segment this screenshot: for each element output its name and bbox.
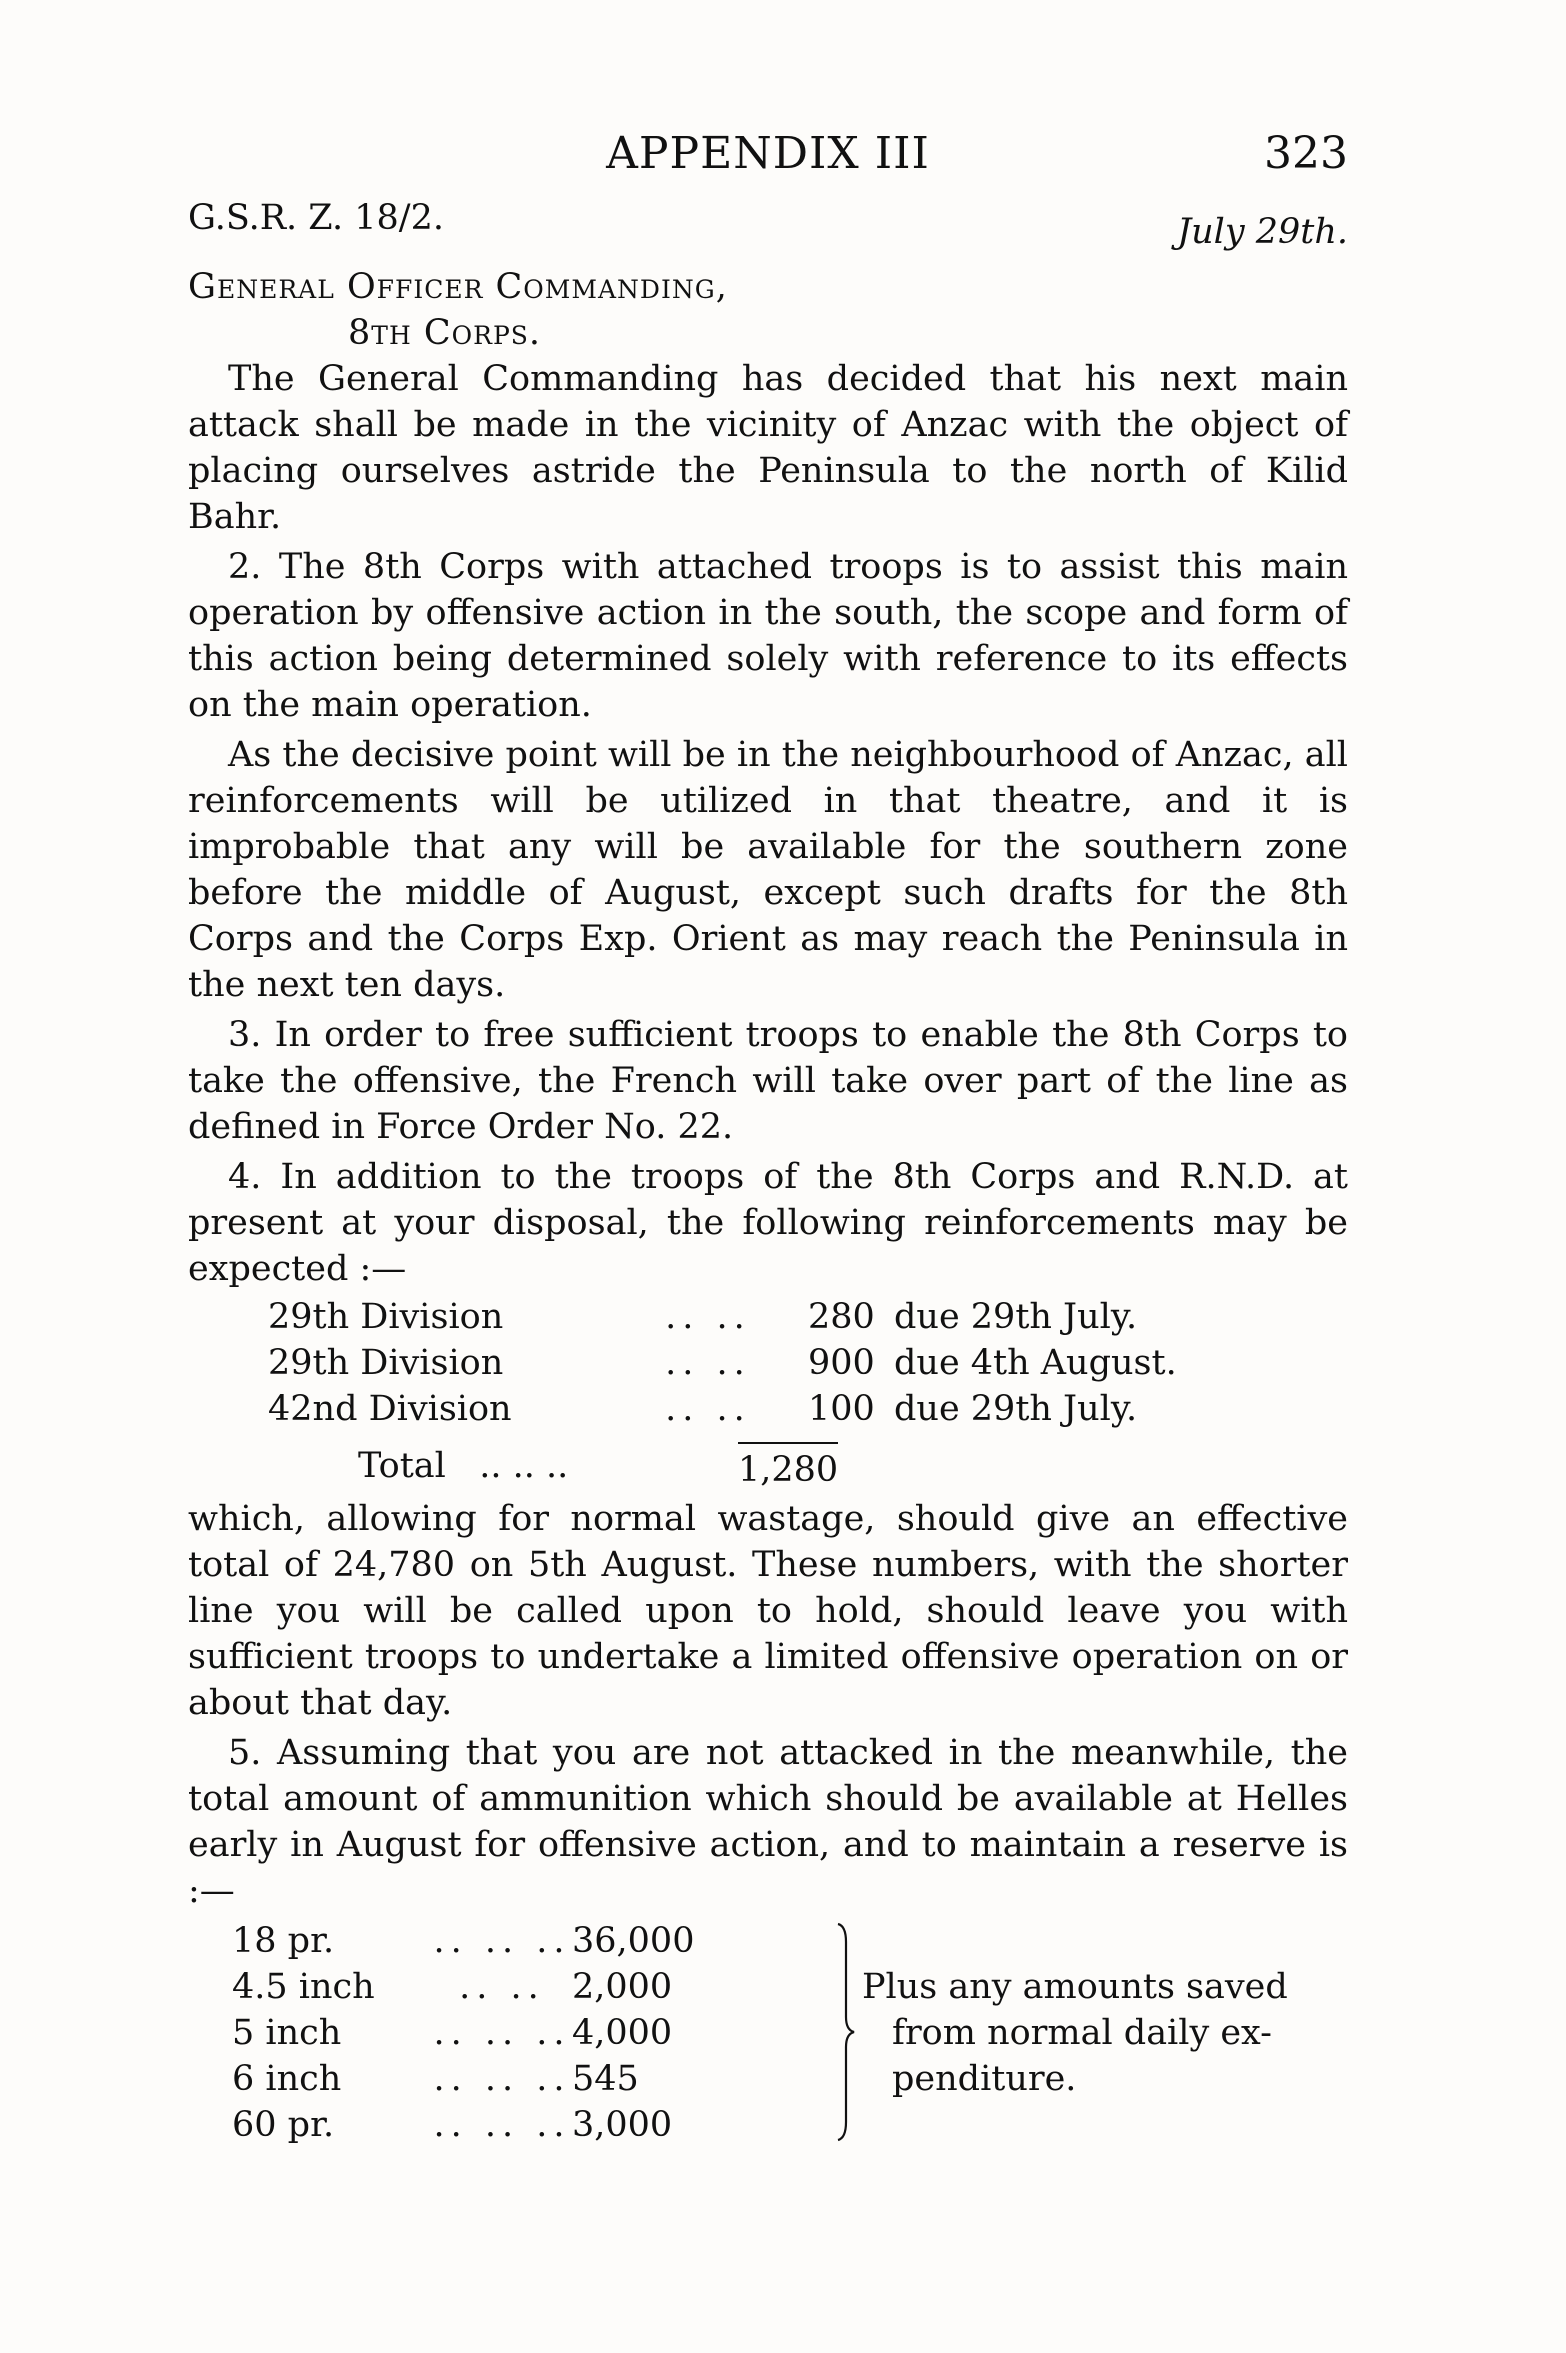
- leader-dots: .. .. ..: [433, 2105, 571, 2145]
- table-row: [232, 2102, 673, 2148]
- ammo-amount: 545: [572, 2059, 639, 2099]
- paragraph-2: 2. The 8th Corps with attached troops is to assist this main operation by offensive action in the south, the scope and form of this action being determined solely with reference to its effects on the main operation.: [188, 547, 1348, 725]
- ammo-amount: 3,000: [572, 2105, 673, 2145]
- letter-date: July 29th.: [1177, 212, 1348, 252]
- ammo-type: 18 pr.: [232, 1921, 335, 1961]
- ammunition-table: [188, 1918, 1348, 2148]
- table-row: [232, 2010, 673, 2056]
- total-value: 1,280: [738, 1442, 838, 1494]
- page-number: 323: [1264, 128, 1348, 179]
- ammunition-note: [862, 1964, 1352, 2102]
- note-line-3: penditure.: [892, 2059, 1077, 2099]
- troop-count: 280: [808, 1297, 875, 1337]
- reinforcements-table: [268, 1294, 1348, 1432]
- troop-count: 100: [808, 1389, 875, 1429]
- page-title: APPENDIX III: [606, 128, 930, 179]
- page-header: [188, 118, 1348, 198]
- reference-line: [188, 198, 1348, 256]
- table-row: [268, 1340, 1348, 1386]
- unit-name: 29th Division: [268, 1297, 504, 1337]
- table-row: [232, 1918, 695, 1964]
- paragraph-4: 3. In order to free sufficient troops to enable the 8th Corps to take the offensive, the French will take over part of the line as defined in Force Order No. 22.: [188, 1015, 1348, 1147]
- leader-dots: .. ..: [665, 1389, 751, 1429]
- paragraph-3: As the decisive point will be in the neighbourhood of Anzac, all reinforcements will be utilized in that theatre, and it is improbable that any will be available for the southern zone before the middle of August, except such drafts for the 8th Corps and the Corps Exp. Orient as may reach the Peninsula in the next ten days.: [188, 735, 1348, 1005]
- table-row: [232, 1964, 673, 2010]
- document-page: [188, 118, 1348, 2148]
- leader-dots: .. .. ..: [433, 1921, 571, 1961]
- leader-dots: .. .. ..: [433, 2059, 571, 2099]
- paragraph-5: 4. In addition to the troops of the 8th Corps and R.N.D. at present at your disposal, the following reinforcements may be expected :—: [188, 1157, 1348, 1289]
- ammo-amount: 2,000: [572, 1967, 673, 2007]
- paragraph-6: which, allowing for normal wastage, should give an effective total of 24,780 on 5th August. These numbers, with the shorter line you will be called upon to hold, should leave you with sufficient troops to undertake a limited offensive operation on or about that day.: [188, 1499, 1348, 1723]
- ammo-type: 60 pr.: [232, 2105, 335, 2145]
- leader-dots: .. .. ..: [433, 2013, 571, 2053]
- paragraph-7: 5. Assuming that you are not attacked in the meanwhile, the total amount of ammunition which should be available at Helles early in August for offensive action, and to maintain a reserve is :—: [188, 1733, 1348, 1911]
- paragraph-1: The General Commanding has decided that his next main attack shall be made in the vicinity of Anzac with the object of placing ourselves astride the Peninsula to the north of Kilid Bahr.: [188, 359, 1348, 537]
- file-reference: G.S.R. Z. 18/2.: [188, 198, 444, 238]
- table-row: [268, 1386, 1348, 1432]
- due-date: due 29th July.: [894, 1389, 1138, 1429]
- leader-dots: .. ..: [459, 1967, 545, 2007]
- addressee-line-1: General Officer Commanding,: [188, 267, 728, 307]
- unit-name: 42nd Division: [268, 1389, 512, 1429]
- ammo-type: 6 inch: [232, 2059, 342, 2099]
- leader-dots: .. ..: [665, 1343, 751, 1383]
- note-line-2: from normal daily ex-: [892, 2013, 1273, 2053]
- unit-name: 29th Division: [268, 1343, 504, 1383]
- ammunition-list: [232, 1918, 695, 2148]
- addressee-line-2: 8th Corps.: [348, 313, 542, 353]
- leader-dots: .. .. ..: [479, 1446, 569, 1486]
- reinforcements-total: [358, 1442, 1348, 1494]
- leader-dots: .. ..: [665, 1297, 751, 1337]
- due-date: due 4th August.: [894, 1343, 1177, 1383]
- curly-brace-icon: [836, 1922, 856, 2142]
- troop-count: 900: [808, 1343, 875, 1383]
- ammo-type: 4.5 inch: [232, 1967, 375, 2007]
- ammo-type: 5 inch: [232, 2013, 342, 2053]
- ammo-amount: 4,000: [572, 2013, 673, 2053]
- table-row: [268, 1294, 1348, 1340]
- ammo-amount: 36,000: [572, 1921, 695, 1961]
- total-label: Total: [358, 1446, 446, 1486]
- due-date: due 29th July.: [894, 1297, 1138, 1337]
- note-line-1: Plus any amounts saved: [862, 1967, 1288, 2007]
- table-row: [232, 2056, 639, 2102]
